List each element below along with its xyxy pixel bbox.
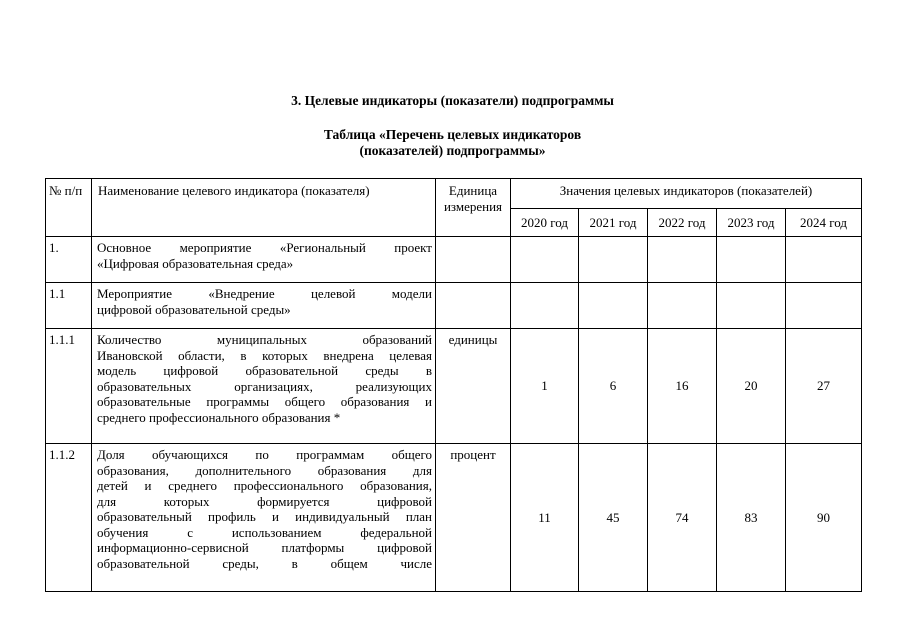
header-year-2020: 2020 год [511, 209, 579, 237]
row-name-line: среднего профессионального образования * [97, 409, 341, 425]
table-row [46, 237, 862, 283]
row-name-line: детей и среднего профессионального образования, [97, 478, 432, 493]
row-value-2023 [717, 283, 786, 329]
table-row [46, 444, 862, 592]
section-title: 3. Целевые индикаторы (показатели) подпрограммы [291, 93, 614, 108]
row-name-line: образовательный профиль и индивидуальный план [97, 509, 432, 524]
row-name-line: Мероприятие «Внедрение целевой модели [97, 286, 432, 301]
row-name-line: Ивановской области, в которых внедрена целевая [97, 347, 432, 363]
header-year-2023: 2023 год [717, 209, 786, 237]
row-value-2021: 45 [579, 444, 648, 592]
row-value-2020: 11 [511, 444, 579, 592]
row-value-2024 [786, 283, 862, 329]
row-name [92, 444, 436, 592]
table-row [46, 283, 862, 329]
row-name-line: обучения с использованием федеральной [97, 524, 432, 540]
row-unit [436, 283, 511, 329]
header-unit-line-1: Единица [448, 183, 498, 198]
row-name [92, 237, 436, 283]
header-unit-line-2: измерения [443, 198, 503, 214]
row-value-2022: 16 [648, 329, 717, 444]
row-value-2021 [579, 237, 648, 283]
table-header-row [46, 179, 862, 209]
row-name-line: Количество муниципальных образований [97, 332, 432, 347]
table-title-line-2: (показателей) подпрограммы» [359, 143, 546, 158]
table-title-line-1: Таблица «Перечень целевых индикаторов [323, 127, 582, 142]
row-num: 1.1.2 [46, 444, 92, 592]
row-value-2024: 27 [786, 329, 862, 444]
row-name-line: «Цифровая образовательная среда» [97, 255, 294, 271]
row-name [92, 283, 436, 329]
row-name-line: информационно-сервисной платформы цифровой [97, 540, 432, 555]
header-unit [436, 179, 511, 237]
header-name: Наименование целевого индикатора (показателя) [92, 179, 436, 237]
row-name-line: образования, дополнительного образования для [97, 462, 432, 478]
row-value-2020: 1 [511, 329, 579, 444]
row-name-line: для которых формируется цифровой [97, 493, 432, 509]
row-unit: процент [436, 444, 511, 592]
row-value-2024: 90 [786, 444, 862, 592]
row-unit [436, 237, 511, 283]
row-value-2020 [511, 237, 579, 283]
indicators-table [45, 178, 862, 592]
row-value-2023 [717, 237, 786, 283]
row-value-2024 [786, 237, 862, 283]
row-name-line: Основное мероприятие «Региональный проект [97, 240, 432, 255]
row-value-2021 [579, 283, 648, 329]
row-name-line: цифровой образовательной среды» [97, 301, 291, 317]
row-value-2023: 83 [717, 444, 786, 592]
row-name-line: модель цифровой образовательной среды в [97, 363, 432, 378]
row-name [92, 329, 436, 444]
row-name-line: образовательных организациях, реализующих [97, 378, 432, 394]
header-year-2021: 2021 год [579, 209, 648, 237]
header-values: Значения целевых индикаторов (показателей) [511, 179, 862, 209]
row-name-line: Доля обучающихся по программам общего [97, 447, 432, 462]
row-value-2021: 6 [579, 329, 648, 444]
row-value-2022 [648, 283, 717, 329]
header-year-2024: 2024 год [786, 209, 862, 237]
row-value-2022 [648, 237, 717, 283]
row-value-2022: 74 [648, 444, 717, 592]
row-name-line: образовательной среды, в общем числе [97, 555, 432, 571]
row-unit: единицы [436, 329, 511, 444]
header-year-2022: 2022 год [648, 209, 717, 237]
table-title [0, 127, 905, 159]
row-value-2020 [511, 283, 579, 329]
row-num: 1. [46, 237, 92, 283]
row-num: 1.1.1 [46, 329, 92, 444]
row-value-2023: 20 [717, 329, 786, 444]
header-num: № п/п [46, 179, 92, 237]
row-num: 1.1 [46, 283, 92, 329]
table-row [46, 329, 862, 444]
row-name-line: образовательные программы общего образования и [97, 394, 432, 409]
